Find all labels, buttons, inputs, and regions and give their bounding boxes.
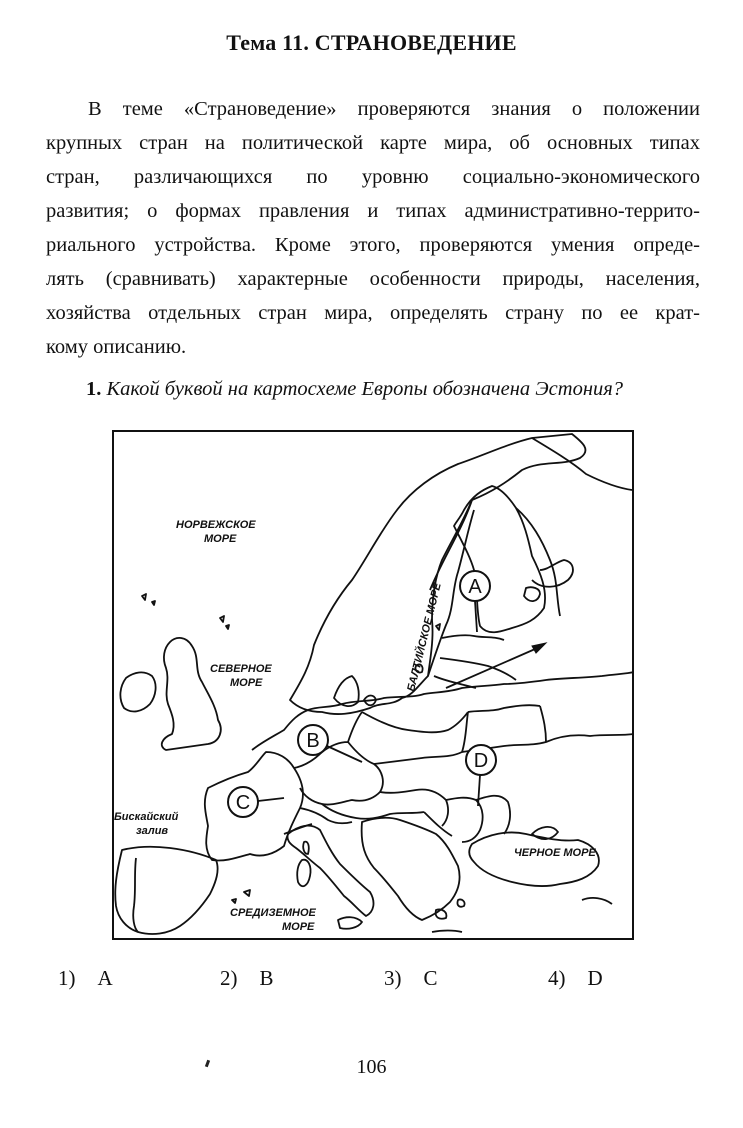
map-frame (113, 431, 633, 939)
question-text: Какой буквой на картосхеме Европы обозначена Эстония? (106, 378, 624, 400)
answer-number: 1) (58, 966, 76, 990)
norwegian-sea-label-2: МОРЕ (204, 533, 237, 545)
baltic-sea-label: БАЛТИЙСКОЕ МОРЕ (405, 581, 444, 693)
marker-d-letter: D (473, 750, 489, 772)
answer-option-3[interactable] (384, 966, 438, 991)
intro-line: развития; о формах правления и типах административно-террито- (46, 200, 700, 222)
marker-c-letter: C (235, 792, 251, 814)
intro-line: кому описанию. (46, 336, 187, 358)
med-sea-label-1: СРЕДИЗЕМНОЕ (230, 907, 316, 919)
black-sea-label: ЧЕРНОЕ МОРЕ (514, 847, 596, 859)
question-number: 1. (86, 378, 102, 400)
europe-map-svg (112, 430, 634, 940)
intro-line: крупных стран на политической карте мира, об основных типах (46, 132, 700, 154)
answer-label: C (423, 966, 438, 990)
north-sea-label-2: МОРЕ (230, 677, 263, 689)
answer-label: B (259, 966, 274, 990)
marker-b-letter: B (306, 730, 320, 752)
answer-options (58, 966, 658, 996)
biscay-label-1: Бискайский (114, 811, 179, 823)
answer-number: 2) (220, 966, 238, 990)
answer-number: 3) (384, 966, 402, 990)
europe-map (112, 430, 634, 940)
med-sea-label-2: МОРЕ (282, 921, 315, 933)
answer-label: D (587, 966, 603, 990)
answer-option-1[interactable] (58, 966, 113, 991)
intro-line: риального устройства. Кроме этого, проверяются умения опреде- (46, 234, 700, 256)
intro-line: стран, различающихся по уровню социально-экономического (46, 166, 700, 188)
north-sea-label-1: СЕВЕРНОЕ (210, 663, 272, 675)
intro-line: хозяйства отдельных стран мира, определять страну по ее крат- (46, 302, 700, 324)
answer-number: 4) (548, 966, 566, 990)
answer-option-4[interactable] (548, 966, 603, 991)
question (86, 378, 706, 401)
biscay-label-2: залив (136, 825, 169, 837)
marker-a-letter: A (468, 576, 482, 598)
page-number: 106 (356, 1056, 387, 1078)
intro-line: лять (сравнивать) характерные особенности природы, населения, (46, 268, 700, 290)
answer-label: A (97, 966, 113, 990)
answer-option-2[interactable] (220, 966, 274, 991)
norwegian-sea-label-1: НОРВЕЖСКОЕ (176, 519, 256, 531)
page-title: Тема 11. СТРАНОВЕДЕНИЕ (226, 30, 517, 55)
intro-paragraph (46, 92, 700, 364)
intro-line: В теме «Страноведение» проверяются знания о положении (88, 98, 700, 120)
